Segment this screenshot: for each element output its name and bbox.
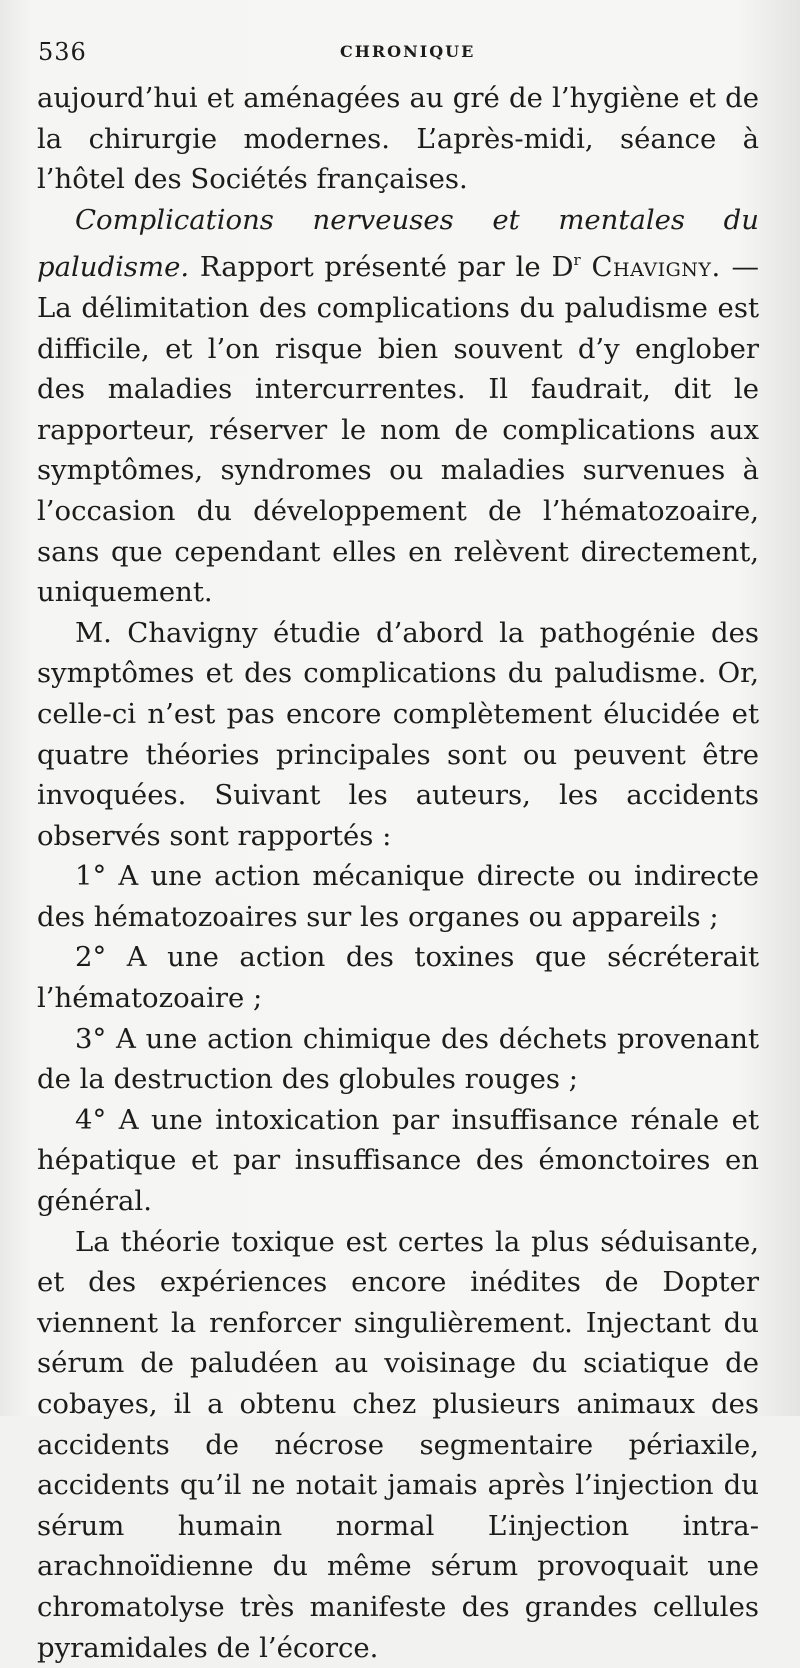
report-text: — La délimitation des complications du paludisme est difficile, et l’on risque bien souvent d’y englober des maladies intercurrentes. Il faudrait, dit le rapporteur, réserver le nom de complications aux symptômes, syndromes ou maladies survenues à l’occasion du développement de l’hématozoaire, sans que cependant elles en relèvent directement, uniquement. (37, 251, 760, 609)
doctor-superscript: r (573, 251, 581, 270)
list-item-2: 2° A une action des toxines que sécréterait l’hématozoaire ; (37, 941, 759, 1015)
page-header (38, 38, 758, 68)
page-number: 536 (38, 38, 87, 66)
paragraph-3: M. Chavigny étudie d’abord la pathogénie des symptômes et des complications du paludisme. Or, celle-ci n’est pas encore complètement élucidée et quatre théories principales sont ou peuvent être invoquées. Suivant les auteurs, les accidents observés sont rapportés : (37, 616, 759, 852)
paragraph-2 (37, 200, 759, 613)
paragraph-1: aujourd’hui et aménagées au gré de l’hygiène et de la chirurgie modernes. L’après-midi, séance à l’hôtel des Sociétés françaises. (37, 82, 759, 196)
body-text (37, 78, 759, 1668)
report-intro: Rapport présenté par le D (199, 251, 574, 284)
list-item-1: 1° A une action mécanique directe ou indirecte des hématozoaires sur les organes ou appareils ; (37, 860, 759, 933)
list-item-3: 3° A une action chimique des déchets provenant de la destruction des globules rouges ; (37, 1022, 759, 1096)
list-item-4: 4° A une intoxication par insuffisance rénale et hépatique et par insuffisance des émonctoires en général. (37, 1103, 759, 1218)
paragraph-4: La théorie toxique est certes la plus séduisante, et des expériences encore inédites de Dopter viennent la renforcer singulièrement. Injectant du sérum de paludéen au voisinage du sciatique de cobayes, il a obtenu chez plusieurs animaux des accidents de nécrose segmentaire périaxile, accidents qu’il ne notait jamais après l’injection du sérum humain normal L’injection intra-arachnoïdienne du même sérum provoquait une chromatolyse très manifeste des grandes cellules pyramidales de l’écorce. (37, 1225, 759, 1664)
section-title: Complications nerveuses et mentales du paludisme. (37, 203, 759, 284)
running-head: CHRONIQUE (340, 42, 476, 61)
author-name: Chavigny. (591, 251, 721, 284)
